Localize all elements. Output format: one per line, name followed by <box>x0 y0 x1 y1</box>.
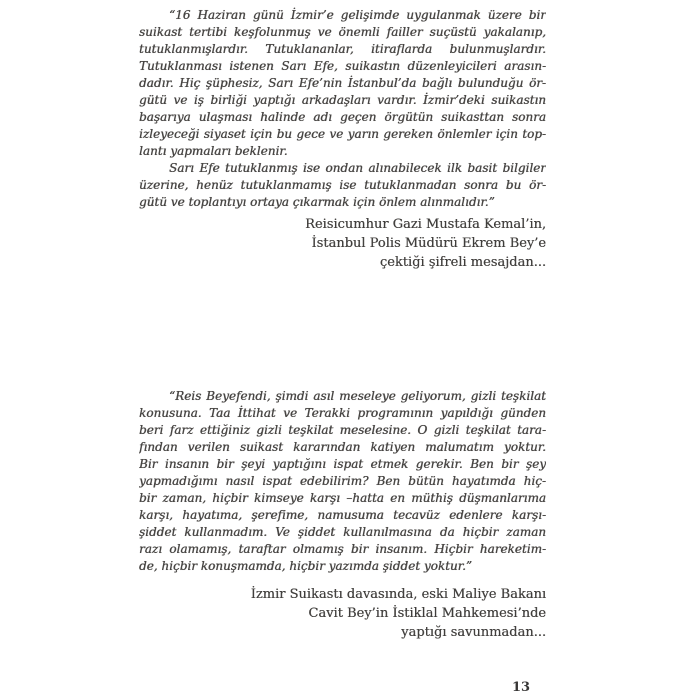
quote-telegram-paragraph-2 <box>139 160 546 211</box>
text-column <box>139 0 546 642</box>
text-line: de, hiçbir konuşmamda, hiçbir yazımda şiddet yoktur.” <box>139 559 473 573</box>
text-line: gütü ve toplantıyı ortaya çıkarmak için önlem alınmalıdır.” <box>139 195 495 209</box>
text-line: gütü ve iş birliği yaptığı arkadaşları vardır. İzmir’deki suikastın <box>139 93 546 107</box>
text-line: Tutuklanması istenen Sarı Efe, suikastın düzenleyicileri arasın- <box>139 59 546 73</box>
text-line: bir zaman, hiçbir kimseye karşı –hatta en müthiş düşmanlarıma <box>139 491 546 505</box>
text-line: lantı yapmaları beklenir. <box>139 144 288 158</box>
text-line: Sarı Efe tutuklanmış ise ondan alınabilecek ilk basit bilgiler <box>169 161 546 175</box>
attribution-defense-source <box>139 585 546 642</box>
page-number: 13 <box>511 680 531 695</box>
text-line: beri farz ettiğiniz gizli teşkilat meselesine. O gizli teşkilat tara- <box>139 423 546 437</box>
text-line: çektiği şifreli mesajdan... <box>379 255 546 270</box>
text-line: razı olamamış, taraftar olmamış bir insanım. Hiçbir hareketim- <box>139 542 546 556</box>
text-line: suikast tertibi keşfolunmuş ve önemli failler suçüstü yakalanıp, <box>139 25 546 39</box>
text-line: başarıya ulaşması halinde adı geçen örgütün suikasttan sonra <box>139 110 546 124</box>
text-line: yapmadığımı nasıl ispat edebilirim? Ben bütün hayatımda hiç- <box>139 474 546 488</box>
text-line: Bir insanın bir şeyi yaptığını ispat etmek gerekir. Ben bir şey <box>139 457 546 471</box>
text-line: şiddet kullanmadım. Ve şiddet kullanılmasına da hiçbir zaman <box>139 525 546 539</box>
text-line: üzerine, henüz tutuklanmamış ise tutuklanmadan sonra bu ör- <box>139 178 546 192</box>
text-line: “Reis Beyefendi, şimdi asıl meseleye geliyorum, gizli teşkilat <box>169 389 546 403</box>
text-line: tutuklanmışlardır. Tutuklananlar, itiraflarda bulunmuşlardır. <box>139 42 546 56</box>
quote-telegram-paragraph-1 <box>139 7 546 160</box>
quote-defense-paragraph <box>139 388 546 575</box>
text-line: Reisicumhur Gazi Mustafa Kemal’in, <box>305 217 546 232</box>
text-line: yaptığı savunmadan... <box>401 625 546 640</box>
text-line: konusuna. Taa İttihat ve Terakki programının yapıldığı günden <box>139 406 546 420</box>
text-line: İzmir Suikastı davasında, eski Maliye Bakanı <box>250 587 546 602</box>
text-line: dadır. Hiç şüphesiz, Sarı Efe’nin İstanbul’da bağlı bulunduğu ör- <box>139 76 546 90</box>
text-line: karşı, hayatıma, şerefime, namusuma tecavüz edenlere karşı- <box>139 508 546 522</box>
text-line: Cavit Bey’in İstiklal Mahkemesi’nde <box>308 606 546 621</box>
text-line: “16 Haziran günü İzmir’e gelişimde uygulanmak üzere bir <box>169 8 546 22</box>
attribution-telegram-source <box>139 215 546 272</box>
text-line: İstanbul Polis Müdürü Ekrem Bey’e <box>311 236 546 251</box>
text-line: fından verilen suikast kararından katiyen malumatım yoktur. <box>139 440 546 454</box>
text-line: izleyeceği siyaset için bu gece ve yarın gereken önlemler için top- <box>139 127 546 141</box>
